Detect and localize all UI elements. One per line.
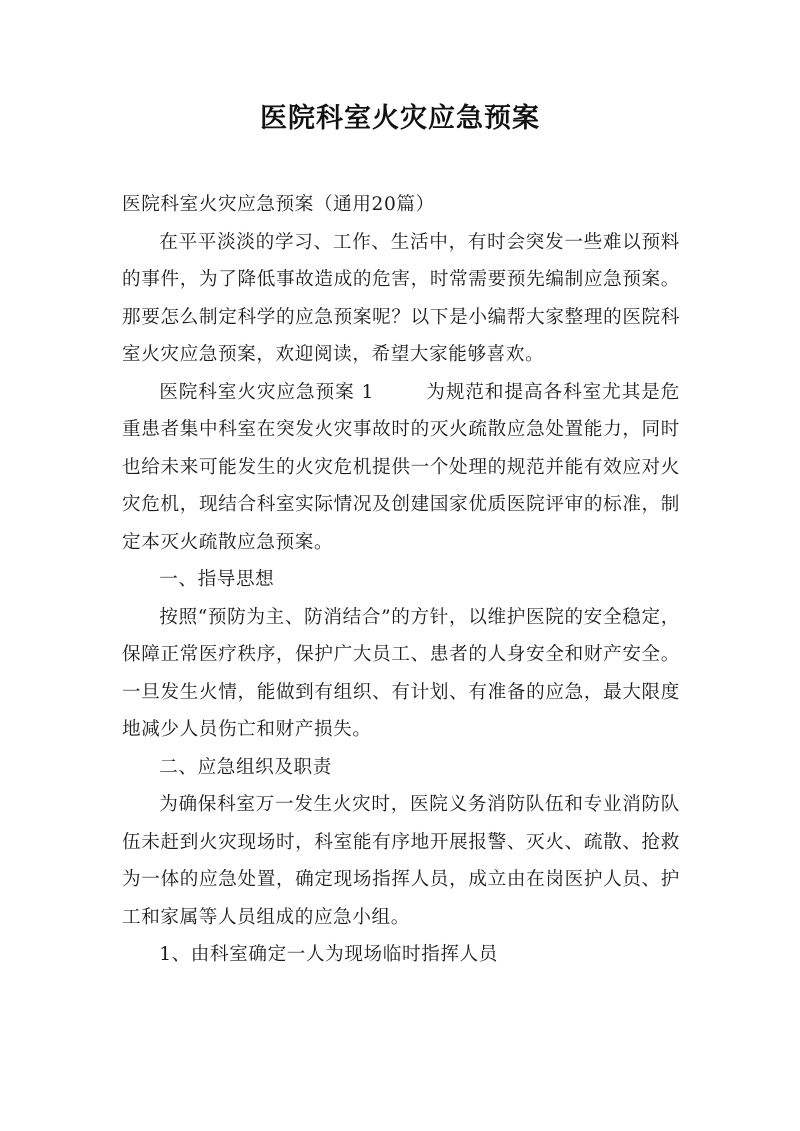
intro-paragraph: 在平平淡淡的学习、工作、生活中，有时会突发一些难以预料的事件，为了降低事故造成的危害，时常需要预先编制应急预案。那要怎么制定科学的应急预案呢？以下是小编帮大家整理的医院科室火灾应急预案，欢迎阅读，希望大家能够喜欢。	[122, 231, 680, 365]
guiding-thought-paragraph: 按照“预防为主、防消结合”的方针，以维护医院的安全稳定，保障正常医疗秩序，保护广大员工、患者的人身安全和财产安全。一旦发生火情，能做到有组织、有计划、有准备的应急，最大限度地减少人员伤亡和财产损失。	[122, 606, 680, 740]
section-heading-emergency-organization: 二、应急组织及职责	[159, 756, 332, 778]
list-item-commander: 1、由科室确定一人为现场临时指挥人员	[159, 944, 498, 965]
plan1-text: 为规范和提高各科室尤其是危重患者集中科室在突发火灾事故时的灭火疏散应急处置能力，同时也给未来可能发生的火灾危机提供一个处理的规范并能有效应对火灾危机，现结合科室实际情况及创建国家优质医院评审的标准，制定本灭火疏散应急预案。	[122, 381, 680, 553]
section-heading-guiding-thought: 一、指导思想	[159, 569, 275, 590]
document-subtitle: 医院科室火灾应急预案（通用20篇）	[122, 194, 435, 215]
emergency-organization-paragraph: 为确保科室万一发生火灾时，医院义务消防队伍和专业消防队伍未赶到火灾现场时，科室能有序地开展报警、灭火、疏散、抢救为一体的应急处置，确定现场指挥人员，成立由在岗医护人员、护工和家属等人员组成的应急小组。	[122, 794, 680, 928]
document-body	[122, 186, 680, 974]
document-title: 医院科室火灾应急预案	[260, 103, 540, 134]
plan1-paragraph	[122, 374, 680, 562]
plan1-heading: 医院科室火灾应急预案 1	[159, 381, 374, 403]
